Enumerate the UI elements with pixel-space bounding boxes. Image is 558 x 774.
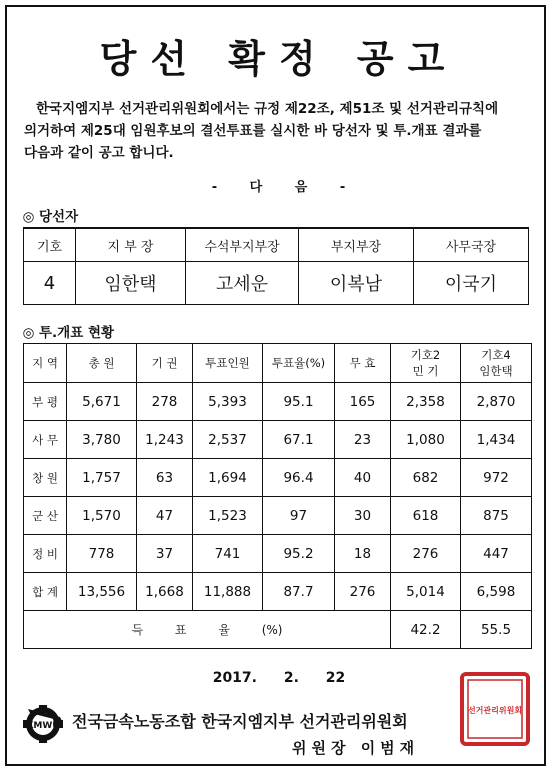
- notice-title: 당선 확정 공고: [99, 37, 459, 81]
- count-cell: 1,523: [193, 497, 263, 535]
- count-cell: 5,671: [67, 383, 137, 421]
- header-cell: 수석부지부장: [186, 228, 299, 262]
- count-cell: 3,780: [67, 421, 137, 459]
- count-cell: 96.4: [263, 459, 335, 497]
- count-cell: 2,358: [391, 383, 461, 421]
- count-cell: 278: [137, 383, 193, 421]
- count-cell: 276: [391, 535, 461, 573]
- count-cell: 67.1: [263, 421, 335, 459]
- elected-cell: 고세운: [186, 262, 299, 305]
- candidate-name: 민 기: [412, 364, 439, 378]
- seal-text: 선거관리위원회: [467, 706, 523, 715]
- elected-row: [24, 262, 529, 305]
- elected-table: [23, 227, 529, 305]
- count-cell: 1,694: [193, 459, 263, 497]
- union-logo-icon: [22, 703, 68, 743]
- candidate-number: 기호4: [481, 348, 511, 362]
- rate-label: 득 표 율 (%): [24, 611, 391, 649]
- count-cell: 5,393: [193, 383, 263, 421]
- header-cell: 투표인원: [193, 344, 263, 383]
- header-cell: 투표율(%): [263, 344, 335, 383]
- count-header-row: [24, 344, 532, 383]
- count-cell: 18: [335, 535, 391, 573]
- count-cell: 447: [461, 535, 532, 573]
- elected-cell: 이복남: [299, 262, 414, 305]
- count-row: [24, 497, 532, 535]
- intro-paragraph: [24, 98, 536, 164]
- elected-cell: 4: [24, 262, 76, 305]
- bullet-icon: ◎: [22, 209, 35, 225]
- count-cell: 5,014: [391, 573, 461, 611]
- count-cell: 2,870: [461, 383, 532, 421]
- count-cell: 23: [335, 421, 391, 459]
- elected-cell: 이국기: [414, 262, 529, 305]
- header-cell: 사무국장: [414, 228, 529, 262]
- count-cell: 13,556: [67, 573, 137, 611]
- region-cell: 정 비: [24, 535, 67, 573]
- chairperson-name: 위원장 이범재: [292, 739, 420, 757]
- count-cell: 165: [335, 383, 391, 421]
- header-cell: 기호: [24, 228, 76, 262]
- count-cell: 618: [391, 497, 461, 535]
- count-cell: 875: [461, 497, 532, 535]
- count-cell: 47: [137, 497, 193, 535]
- count-cell: 276: [335, 573, 391, 611]
- count-cell: 778: [67, 535, 137, 573]
- region-cell: 부 평: [24, 383, 67, 421]
- bullet-icon: ◎: [22, 325, 35, 341]
- count-cell: 1,434: [461, 421, 532, 459]
- header-cell: 기 권: [137, 344, 193, 383]
- count-row: [24, 573, 532, 611]
- count-cell: 1,080: [391, 421, 461, 459]
- intro-line-2: 의거하여 제25대 임원후보의 결선투표를 실시한 바 당선자 및 투.개표 결과를: [24, 123, 482, 139]
- official-seal-icon: [456, 668, 534, 750]
- elected-cell: 임한택: [76, 262, 186, 305]
- count-cell: 40: [335, 459, 391, 497]
- organization-name: 전국금속노동조합 한국지엠지부 선거관리위원회: [72, 712, 408, 731]
- elected-header-row: [24, 228, 529, 262]
- count-cell: 95.1: [263, 383, 335, 421]
- header-cell: 지 부 장: [76, 228, 186, 262]
- count-cell: 97: [263, 497, 335, 535]
- count-table: [23, 343, 532, 649]
- elected-section-heading: [22, 205, 78, 225]
- header-cell-candidate-4: [461, 344, 532, 383]
- count-section-heading: [22, 321, 114, 341]
- count-row: [24, 459, 532, 497]
- elected-section-title: 당선자: [39, 209, 79, 225]
- intro-line-3: 다음과 같이 공고 합니다.: [24, 145, 174, 161]
- notice-date: 2017. 2. 22: [212, 670, 346, 686]
- count-cell: 2,537: [193, 421, 263, 459]
- candidate-name: 임한택: [479, 364, 513, 378]
- region-cell: 사 무: [24, 421, 67, 459]
- count-cell: 63: [137, 459, 193, 497]
- count-cell: 741: [193, 535, 263, 573]
- count-cell: 6,598: [461, 573, 532, 611]
- count-cell: 37: [137, 535, 193, 573]
- count-cell: 30: [335, 497, 391, 535]
- region-cell: 군 산: [24, 497, 67, 535]
- candidate-number: 기호2: [410, 348, 441, 362]
- count-cell: 95.2: [263, 535, 335, 573]
- region-cell: 창 원: [24, 459, 67, 497]
- count-cell: 1,757: [67, 459, 137, 497]
- rate-cell: 55.5: [461, 611, 532, 649]
- count-cell: 1,668: [137, 573, 193, 611]
- count-row: [24, 383, 532, 421]
- count-cell: 11,888: [193, 573, 263, 611]
- header-cell: 총 원: [67, 344, 137, 383]
- dagum-heading: - 다 음 -: [211, 180, 347, 195]
- header-cell: 부지부장: [299, 228, 414, 262]
- count-row: [24, 535, 532, 573]
- header-cell: 무 효: [335, 344, 391, 383]
- count-cell: 87.7: [263, 573, 335, 611]
- header-cell-candidate-2: [391, 344, 461, 383]
- region-cell: 합 계: [24, 573, 67, 611]
- logo-text: KMWU: [26, 721, 60, 731]
- count-cell: 1,243: [137, 421, 193, 459]
- intro-line-1: 한국지엠지부 선거관리위원회에서는 규정 제22조, 제51조 및 선거관리규칙에: [36, 101, 499, 117]
- header-cell: 지 역: [24, 344, 67, 383]
- count-cell: 682: [391, 459, 461, 497]
- count-row: [24, 421, 532, 459]
- count-cell: 1,570: [67, 497, 137, 535]
- count-cell: 972: [461, 459, 532, 497]
- rate-cell: 42.2: [391, 611, 461, 649]
- rate-row: [24, 611, 532, 649]
- count-section-title: 투.개표 현황: [39, 325, 115, 341]
